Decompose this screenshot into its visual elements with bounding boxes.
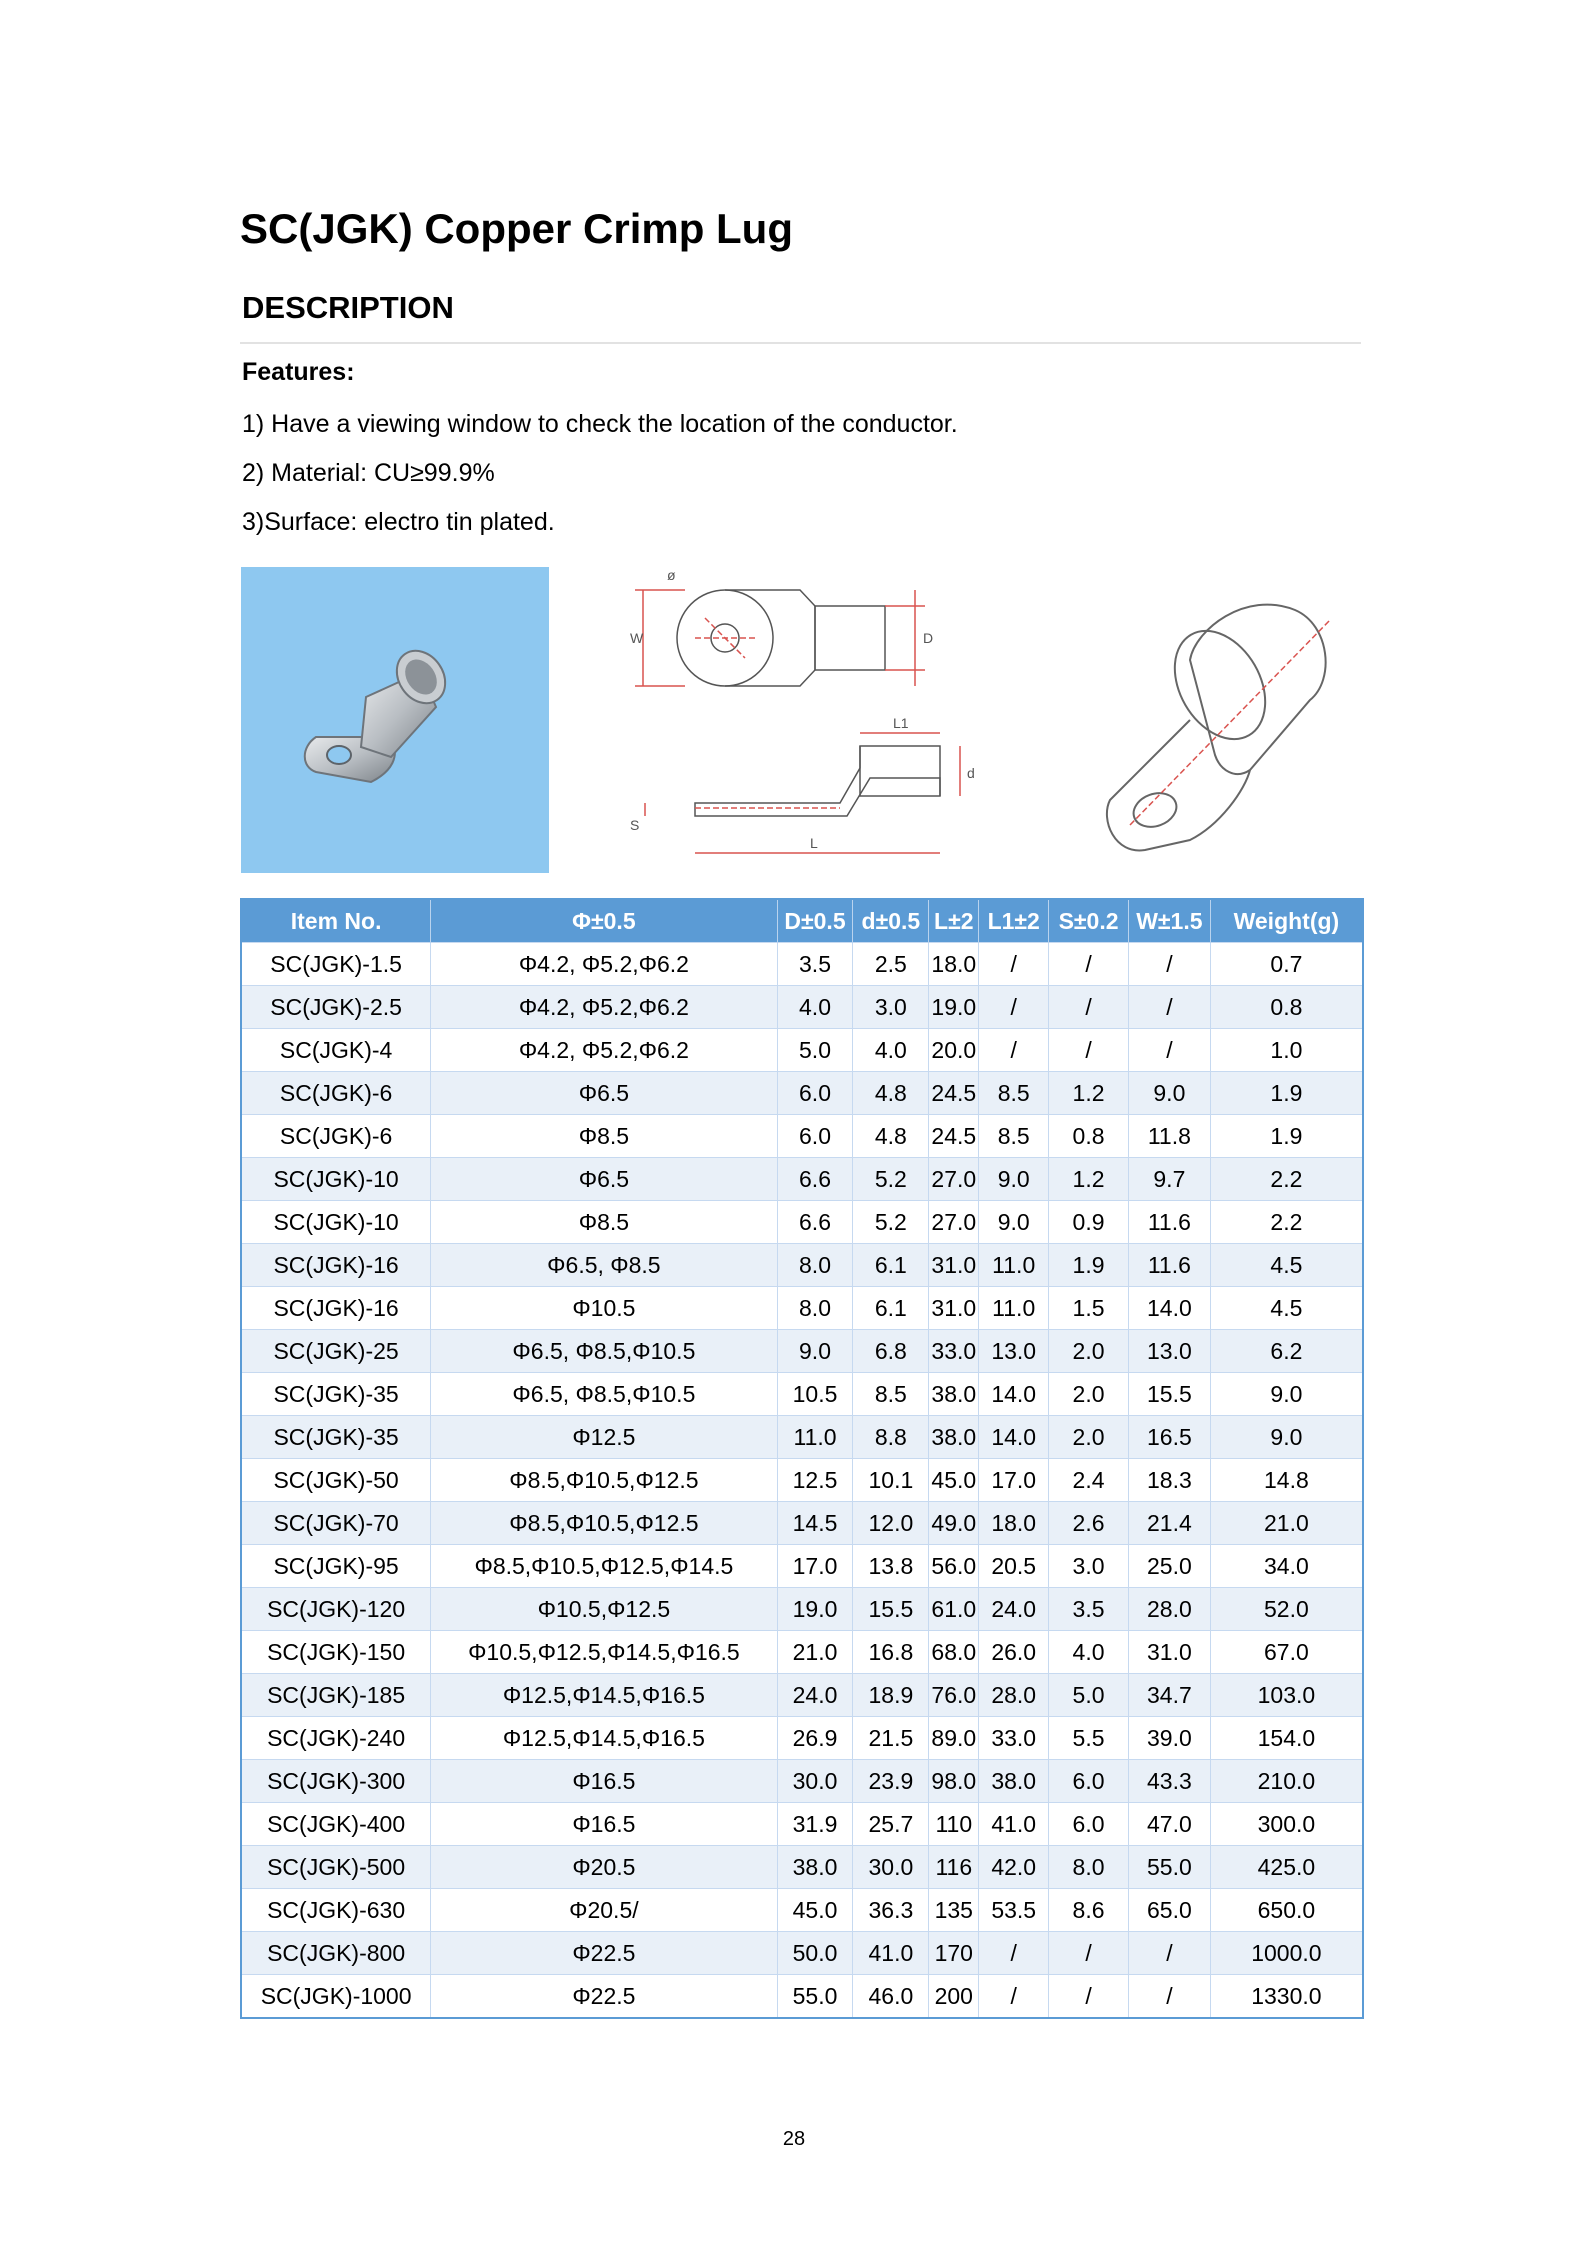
table-cell: / bbox=[1049, 943, 1129, 986]
l-label: L bbox=[810, 835, 818, 851]
item-no-cell: SC(JGK)-300 bbox=[241, 1760, 431, 1803]
section-heading: DESCRIPTION bbox=[242, 290, 454, 325]
table-cell: 4.8 bbox=[853, 1072, 929, 1115]
col-header: Weight(g) bbox=[1210, 899, 1363, 943]
table-cell: Φ8.5 bbox=[431, 1115, 777, 1158]
table-cell: 24.5 bbox=[929, 1072, 979, 1115]
page-number: 28 bbox=[782, 2128, 806, 2150]
table-cell: 55.0 bbox=[1128, 1846, 1210, 1889]
table-cell: 9.0 bbox=[979, 1158, 1049, 1201]
table-row bbox=[241, 1545, 1363, 1588]
d-upper-label: D bbox=[923, 630, 934, 646]
table-cell: 19.0 bbox=[929, 986, 979, 1029]
table-cell: Φ8.5,Φ10.5,Φ12.5 bbox=[431, 1459, 777, 1502]
table-cell: 67.0 bbox=[1210, 1631, 1363, 1674]
item-no-cell: SC(JGK)-50 bbox=[241, 1459, 431, 1502]
table-cell: 31.9 bbox=[777, 1803, 853, 1846]
table-row bbox=[241, 1975, 1363, 2019]
item-no-cell: SC(JGK)-10 bbox=[241, 1158, 431, 1201]
table-cell: 16.8 bbox=[853, 1631, 929, 1674]
table-cell: 11.6 bbox=[1128, 1201, 1210, 1244]
table-cell: 1000.0 bbox=[1210, 1932, 1363, 1975]
table-cell: Φ6.5, Φ8.5,Φ10.5 bbox=[431, 1330, 777, 1373]
table-row bbox=[241, 1631, 1363, 1674]
item-no-cell: SC(JGK)-4 bbox=[241, 1029, 431, 1072]
table-cell: 18.9 bbox=[853, 1674, 929, 1717]
table-cell: Φ12.5,Φ14.5,Φ16.5 bbox=[431, 1674, 777, 1717]
d-lower-label: d bbox=[967, 765, 975, 781]
table-cell: / bbox=[979, 1029, 1049, 1072]
table-row bbox=[241, 1287, 1363, 1330]
table-cell: 14.0 bbox=[979, 1416, 1049, 1459]
table-cell: 210.0 bbox=[1210, 1760, 1363, 1803]
table-cell: 8.5 bbox=[979, 1115, 1049, 1158]
table-row bbox=[241, 1029, 1363, 1072]
table-cell: 33.0 bbox=[929, 1330, 979, 1373]
table-cell: 6.1 bbox=[853, 1244, 929, 1287]
table-cell: 11.0 bbox=[979, 1287, 1049, 1330]
table-cell: Φ22.5 bbox=[431, 1975, 777, 2019]
table-cell: 26.9 bbox=[777, 1717, 853, 1760]
item-no-cell: SC(JGK)-35 bbox=[241, 1373, 431, 1416]
table-cell: 13.0 bbox=[1128, 1330, 1210, 1373]
table-cell: / bbox=[979, 1932, 1049, 1975]
table-cell: 8.6 bbox=[1049, 1889, 1129, 1932]
feature-item: 2) Material: CU≥99.9% bbox=[242, 459, 495, 487]
table-cell: 9.0 bbox=[1210, 1416, 1363, 1459]
table-cell: 2.2 bbox=[1210, 1158, 1363, 1201]
table-cell: / bbox=[1128, 1029, 1210, 1072]
table-cell: Φ4.2, Φ5.2,Φ6.2 bbox=[431, 943, 777, 986]
feature-item: 3)Surface: electro tin plated. bbox=[242, 508, 555, 536]
table-row bbox=[241, 1416, 1363, 1459]
col-header: Φ±0.5 bbox=[431, 899, 777, 943]
table-cell: 9.0 bbox=[979, 1201, 1049, 1244]
table-row bbox=[241, 1330, 1363, 1373]
table-cell: 5.0 bbox=[1049, 1674, 1129, 1717]
table-cell: 98.0 bbox=[929, 1760, 979, 1803]
table-cell: / bbox=[979, 1975, 1049, 2019]
table-cell: 0.8 bbox=[1210, 986, 1363, 1029]
spec-table bbox=[240, 898, 1364, 2019]
table-cell: 14.0 bbox=[979, 1373, 1049, 1416]
table-cell: 5.2 bbox=[853, 1201, 929, 1244]
table-cell: Φ12.5,Φ14.5,Φ16.5 bbox=[431, 1717, 777, 1760]
table-cell: 11.0 bbox=[979, 1244, 1049, 1287]
table-cell: 4.0 bbox=[1049, 1631, 1129, 1674]
table-cell: 2.0 bbox=[1049, 1416, 1129, 1459]
table-cell: 20.0 bbox=[929, 1029, 979, 1072]
table-cell: 21.4 bbox=[1128, 1502, 1210, 1545]
table-cell: 0.8 bbox=[1049, 1115, 1129, 1158]
table-cell: 12.0 bbox=[853, 1502, 929, 1545]
table-cell: 17.0 bbox=[777, 1545, 853, 1588]
table-cell: Φ8.5,Φ10.5,Φ12.5,Φ14.5 bbox=[431, 1545, 777, 1588]
table-cell: Φ8.5 bbox=[431, 1201, 777, 1244]
phi-label: ø bbox=[667, 568, 676, 583]
table-cell: 39.0 bbox=[1128, 1717, 1210, 1760]
col-header: L±2 bbox=[929, 899, 979, 943]
col-header: D±0.5 bbox=[777, 899, 853, 943]
table-cell: 38.0 bbox=[777, 1846, 853, 1889]
table-cell: 425.0 bbox=[1210, 1846, 1363, 1889]
table-cell: 38.0 bbox=[929, 1373, 979, 1416]
table-cell: Φ12.5 bbox=[431, 1416, 777, 1459]
table-cell: 19.0 bbox=[777, 1588, 853, 1631]
table-cell: 76.0 bbox=[929, 1674, 979, 1717]
table-row bbox=[241, 1201, 1363, 1244]
table-cell: 2.5 bbox=[853, 943, 929, 986]
table-cell: 6.1 bbox=[853, 1287, 929, 1330]
table-cell: 12.5 bbox=[777, 1459, 853, 1502]
table-cell: / bbox=[1049, 1029, 1129, 1072]
table-cell: 4.5 bbox=[1210, 1244, 1363, 1287]
isometric-drawing bbox=[1070, 570, 1370, 870]
col-header: S±0.2 bbox=[1049, 899, 1129, 943]
table-body bbox=[241, 943, 1363, 2019]
table-cell: 11.0 bbox=[777, 1416, 853, 1459]
item-no-cell: SC(JGK)-185 bbox=[241, 1674, 431, 1717]
table-cell: 110 bbox=[929, 1803, 979, 1846]
table-cell: 8.5 bbox=[979, 1072, 1049, 1115]
item-no-cell: SC(JGK)-6 bbox=[241, 1072, 431, 1115]
table-cell: 0.7 bbox=[1210, 943, 1363, 986]
col-header: W±1.5 bbox=[1128, 899, 1210, 943]
table-cell: Φ6.5, Φ8.5 bbox=[431, 1244, 777, 1287]
table-cell: 103.0 bbox=[1210, 1674, 1363, 1717]
table-cell: 2.4 bbox=[1049, 1459, 1129, 1502]
divider bbox=[240, 342, 1361, 344]
table-cell: Φ4.2, Φ5.2,Φ6.2 bbox=[431, 1029, 777, 1072]
table-cell: 18.3 bbox=[1128, 1459, 1210, 1502]
table-cell: 61.0 bbox=[929, 1588, 979, 1631]
table-cell: 53.5 bbox=[979, 1889, 1049, 1932]
table-cell: 6.0 bbox=[1049, 1803, 1129, 1846]
table-cell: 15.5 bbox=[853, 1588, 929, 1631]
table-cell: 36.3 bbox=[853, 1889, 929, 1932]
table-cell: 6.6 bbox=[777, 1158, 853, 1201]
table-cell: 28.0 bbox=[1128, 1588, 1210, 1631]
table-cell: / bbox=[1049, 986, 1129, 1029]
product-photo bbox=[241, 567, 549, 873]
table-cell: 650.0 bbox=[1210, 1889, 1363, 1932]
table-cell: 24.0 bbox=[979, 1588, 1049, 1631]
table-cell: 65.0 bbox=[1128, 1889, 1210, 1932]
table-cell: 41.0 bbox=[979, 1803, 1049, 1846]
table-row bbox=[241, 1846, 1363, 1889]
table-cell: 42.0 bbox=[979, 1846, 1049, 1889]
table-cell: 9.7 bbox=[1128, 1158, 1210, 1201]
table-cell: 4.0 bbox=[853, 1029, 929, 1072]
table-row bbox=[241, 1244, 1363, 1287]
table-row bbox=[241, 1717, 1363, 1760]
table-cell: 38.0 bbox=[979, 1760, 1049, 1803]
table-cell: 30.0 bbox=[777, 1760, 853, 1803]
table-cell: 6.0 bbox=[1049, 1760, 1129, 1803]
table-cell: Φ10.5,Φ12.5,Φ14.5,Φ16.5 bbox=[431, 1631, 777, 1674]
col-header: d±0.5 bbox=[853, 899, 929, 943]
table-cell: 10.5 bbox=[777, 1373, 853, 1416]
table-cell: / bbox=[1128, 986, 1210, 1029]
table-cell: 4.0 bbox=[777, 986, 853, 1029]
table-cell: 20.5 bbox=[979, 1545, 1049, 1588]
table-row bbox=[241, 1803, 1363, 1846]
table-cell: 21.5 bbox=[853, 1717, 929, 1760]
table-row bbox=[241, 1115, 1363, 1158]
table-cell: Φ20.5 bbox=[431, 1846, 777, 1889]
table-cell: Φ8.5,Φ10.5,Φ12.5 bbox=[431, 1502, 777, 1545]
table-cell: 11.8 bbox=[1128, 1115, 1210, 1158]
table-cell: 1.0 bbox=[1210, 1029, 1363, 1072]
table-cell: 26.0 bbox=[979, 1631, 1049, 1674]
table-cell: 31.0 bbox=[929, 1287, 979, 1330]
table-cell: 16.5 bbox=[1128, 1416, 1210, 1459]
table-row bbox=[241, 1889, 1363, 1932]
table-cell: 28.0 bbox=[979, 1674, 1049, 1717]
table-cell: Φ6.5 bbox=[431, 1072, 777, 1115]
table-cell: 34.7 bbox=[1128, 1674, 1210, 1717]
table-cell: 1330.0 bbox=[1210, 1975, 1363, 2019]
item-no-cell: SC(JGK)-1.5 bbox=[241, 943, 431, 986]
table-cell: 3.0 bbox=[1049, 1545, 1129, 1588]
table-cell: 43.3 bbox=[1128, 1760, 1210, 1803]
table-cell: 8.5 bbox=[853, 1373, 929, 1416]
table-cell: 17.0 bbox=[979, 1459, 1049, 1502]
table-cell: 154.0 bbox=[1210, 1717, 1363, 1760]
table-cell: 25.7 bbox=[853, 1803, 929, 1846]
table-cell: 6.0 bbox=[777, 1072, 853, 1115]
table-cell: 4.8 bbox=[853, 1115, 929, 1158]
table-cell: 68.0 bbox=[929, 1631, 979, 1674]
item-no-cell: SC(JGK)-95 bbox=[241, 1545, 431, 1588]
table-row bbox=[241, 1072, 1363, 1115]
table-cell: 9.0 bbox=[777, 1330, 853, 1373]
table-cell: 300.0 bbox=[1210, 1803, 1363, 1846]
table-cell: 31.0 bbox=[929, 1244, 979, 1287]
table-cell: 9.0 bbox=[1210, 1373, 1363, 1416]
item-no-cell: SC(JGK)-70 bbox=[241, 1502, 431, 1545]
page-title: SC(JGK) Copper Crimp Lug bbox=[240, 205, 793, 252]
table-cell: 10.1 bbox=[853, 1459, 929, 1502]
table-cell: 8.0 bbox=[777, 1287, 853, 1330]
item-no-cell: SC(JGK)-10 bbox=[241, 1201, 431, 1244]
table-row bbox=[241, 986, 1363, 1029]
table-cell: 6.6 bbox=[777, 1201, 853, 1244]
item-no-cell: SC(JGK)-35 bbox=[241, 1416, 431, 1459]
table-cell: 13.0 bbox=[979, 1330, 1049, 1373]
w-label: W bbox=[630, 630, 644, 646]
item-no-cell: SC(JGK)-6 bbox=[241, 1115, 431, 1158]
table-cell: 52.0 bbox=[1210, 1588, 1363, 1631]
table-cell: 24.5 bbox=[929, 1115, 979, 1158]
table-row bbox=[241, 1502, 1363, 1545]
table-cell: 200 bbox=[929, 1975, 979, 2019]
table-cell: 2.0 bbox=[1049, 1330, 1129, 1373]
table-cell: 27.0 bbox=[929, 1158, 979, 1201]
table-cell: / bbox=[1128, 943, 1210, 986]
table-row bbox=[241, 1674, 1363, 1717]
table-header-row bbox=[241, 899, 1363, 943]
table-cell: 170 bbox=[929, 1932, 979, 1975]
table-row bbox=[241, 1760, 1363, 1803]
table-cell: 21.0 bbox=[777, 1631, 853, 1674]
table-cell: 31.0 bbox=[1128, 1631, 1210, 1674]
table-cell: 30.0 bbox=[853, 1846, 929, 1889]
table-cell: Φ4.2, Φ5.2,Φ6.2 bbox=[431, 986, 777, 1029]
table-cell: / bbox=[979, 986, 1049, 1029]
item-no-cell: SC(JGK)-500 bbox=[241, 1846, 431, 1889]
table-cell: 0.9 bbox=[1049, 1201, 1129, 1244]
table-cell: 18.0 bbox=[929, 943, 979, 986]
table-cell: 50.0 bbox=[777, 1932, 853, 1975]
table-row bbox=[241, 1588, 1363, 1631]
table-cell: 11.6 bbox=[1128, 1244, 1210, 1287]
table-cell: 14.0 bbox=[1128, 1287, 1210, 1330]
item-no-cell: SC(JGK)-2.5 bbox=[241, 986, 431, 1029]
item-no-cell: SC(JGK)-16 bbox=[241, 1287, 431, 1330]
table-cell: 15.5 bbox=[1128, 1373, 1210, 1416]
table-cell: Φ16.5 bbox=[431, 1803, 777, 1846]
table-cell: 46.0 bbox=[853, 1975, 929, 2019]
item-no-cell: SC(JGK)-120 bbox=[241, 1588, 431, 1631]
col-header: L1±2 bbox=[979, 899, 1049, 943]
item-no-cell: SC(JGK)-800 bbox=[241, 1932, 431, 1975]
table-cell: 21.0 bbox=[1210, 1502, 1363, 1545]
table-cell: 25.0 bbox=[1128, 1545, 1210, 1588]
item-no-cell: SC(JGK)-630 bbox=[241, 1889, 431, 1932]
table-row bbox=[241, 1158, 1363, 1201]
table-cell: 47.0 bbox=[1128, 1803, 1210, 1846]
table-cell: 2.6 bbox=[1049, 1502, 1129, 1545]
table-cell: 3.5 bbox=[1049, 1588, 1129, 1631]
table-cell: 27.0 bbox=[929, 1201, 979, 1244]
table-cell: 135 bbox=[929, 1889, 979, 1932]
table-cell: / bbox=[979, 943, 1049, 986]
table-cell: 18.0 bbox=[979, 1502, 1049, 1545]
item-no-cell: SC(JGK)-1000 bbox=[241, 1975, 431, 2019]
table-cell: Φ22.5 bbox=[431, 1932, 777, 1975]
table-row bbox=[241, 1373, 1363, 1416]
table-cell: 3.5 bbox=[777, 943, 853, 986]
table-cell: 1.2 bbox=[1049, 1072, 1129, 1115]
table-cell: Φ6.5 bbox=[431, 1158, 777, 1201]
col-header: Item No. bbox=[241, 899, 431, 943]
item-no-cell: SC(JGK)-16 bbox=[241, 1244, 431, 1287]
table-cell: 2.0 bbox=[1049, 1373, 1129, 1416]
table-cell: 9.0 bbox=[1128, 1072, 1210, 1115]
table-cell: / bbox=[1049, 1975, 1129, 2019]
table-cell: 6.2 bbox=[1210, 1330, 1363, 1373]
table-cell: 38.0 bbox=[929, 1416, 979, 1459]
table-cell: 55.0 bbox=[777, 1975, 853, 2019]
table-cell: 14.5 bbox=[777, 1502, 853, 1545]
item-no-cell: SC(JGK)-240 bbox=[241, 1717, 431, 1760]
table-cell: 24.0 bbox=[777, 1674, 853, 1717]
dimension-drawing bbox=[625, 568, 1005, 878]
table-cell: 23.9 bbox=[853, 1760, 929, 1803]
s-label: S bbox=[630, 817, 640, 833]
l1-label: L1 bbox=[893, 715, 909, 731]
table-cell: 6.0 bbox=[777, 1115, 853, 1158]
table-cell: 34.0 bbox=[1210, 1545, 1363, 1588]
item-no-cell: SC(JGK)-400 bbox=[241, 1803, 431, 1846]
table-cell: / bbox=[1128, 1932, 1210, 1975]
table-cell: 13.8 bbox=[853, 1545, 929, 1588]
table-row bbox=[241, 943, 1363, 986]
table-cell: Φ6.5, Φ8.5,Φ10.5 bbox=[431, 1373, 777, 1416]
feature-item: 1) Have a viewing window to check the location of the conductor. bbox=[242, 410, 958, 438]
table-cell: 4.5 bbox=[1210, 1287, 1363, 1330]
table-cell: 1.9 bbox=[1210, 1072, 1363, 1115]
table-cell: 14.8 bbox=[1210, 1459, 1363, 1502]
table-cell: 89.0 bbox=[929, 1717, 979, 1760]
table-cell: 8.0 bbox=[777, 1244, 853, 1287]
table-cell: 3.0 bbox=[853, 986, 929, 1029]
table-cell: / bbox=[1049, 1932, 1129, 1975]
features-heading: Features: bbox=[242, 358, 355, 386]
table-cell: 45.0 bbox=[777, 1889, 853, 1932]
table-cell: Φ16.5 bbox=[431, 1760, 777, 1803]
table-cell: 5.5 bbox=[1049, 1717, 1129, 1760]
table-cell: 1.9 bbox=[1210, 1115, 1363, 1158]
table-row bbox=[241, 1459, 1363, 1502]
table-cell: Φ10.5 bbox=[431, 1287, 777, 1330]
table-cell: / bbox=[1128, 1975, 1210, 2019]
item-no-cell: SC(JGK)-150 bbox=[241, 1631, 431, 1674]
table-cell: 1.5 bbox=[1049, 1287, 1129, 1330]
item-no-cell: SC(JGK)-25 bbox=[241, 1330, 431, 1373]
table-cell: 8.8 bbox=[853, 1416, 929, 1459]
table-cell: 6.8 bbox=[853, 1330, 929, 1373]
table-cell: 33.0 bbox=[979, 1717, 1049, 1760]
table-cell: Φ10.5,Φ12.5 bbox=[431, 1588, 777, 1631]
table-cell: Φ20.5/ bbox=[431, 1889, 777, 1932]
table-cell: 41.0 bbox=[853, 1932, 929, 1975]
table-cell: 45.0 bbox=[929, 1459, 979, 1502]
table-cell: 1.9 bbox=[1049, 1244, 1129, 1287]
table-row bbox=[241, 1932, 1363, 1975]
table-cell: 116 bbox=[929, 1846, 979, 1889]
table-cell: 49.0 bbox=[929, 1502, 979, 1545]
table-cell: 2.2 bbox=[1210, 1201, 1363, 1244]
table-cell: 1.2 bbox=[1049, 1158, 1129, 1201]
table-cell: 5.0 bbox=[777, 1029, 853, 1072]
table-cell: 8.0 bbox=[1049, 1846, 1129, 1889]
table-cell: 56.0 bbox=[929, 1545, 979, 1588]
table-cell: 5.2 bbox=[853, 1158, 929, 1201]
